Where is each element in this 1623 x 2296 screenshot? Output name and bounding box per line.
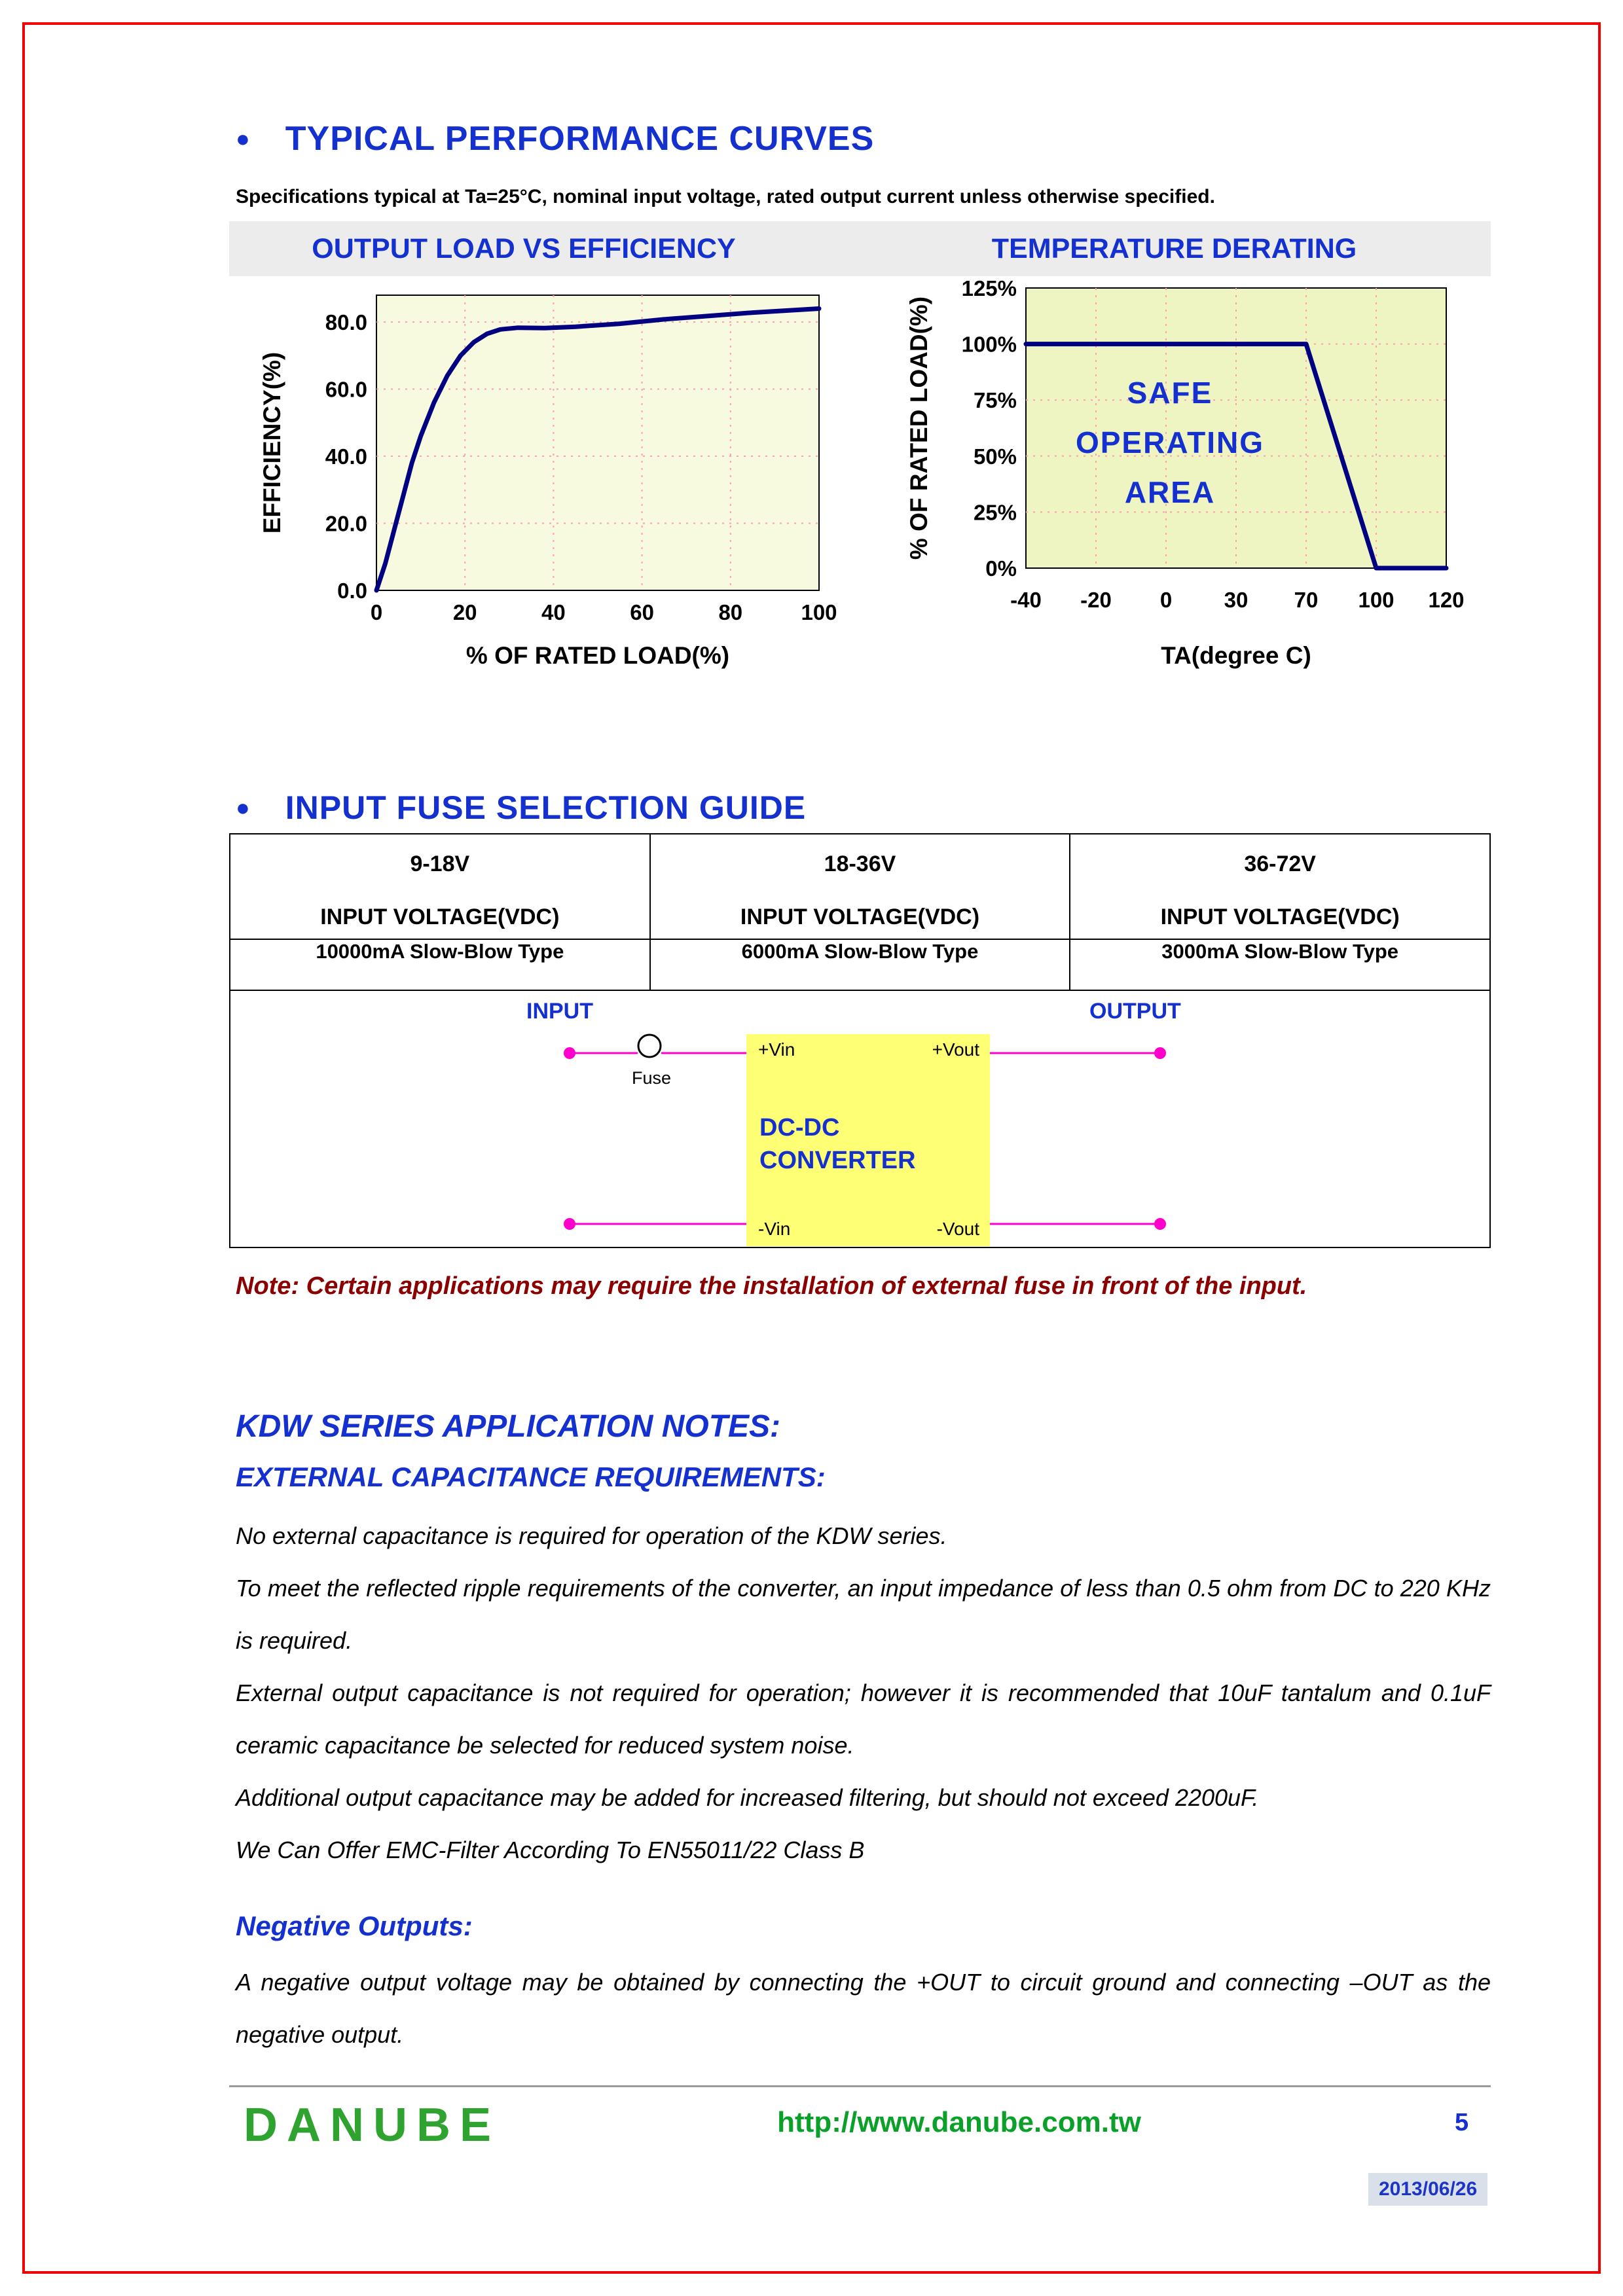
svg-text:25%: 25% xyxy=(973,500,1017,525)
pin-vout-neg: -Vout xyxy=(936,1219,979,1239)
negative-outputs-paragraph: A negative output voltage may be obtained by connecting the +OUT to circuit ground and connecting –OUT as the negative output. xyxy=(236,1969,1491,2048)
charts-section xyxy=(0,275,1623,707)
application-notes-section xyxy=(236,1408,1491,2061)
negative-outputs-title: Negative Outputs: xyxy=(236,1910,473,1941)
svg-text:OPERATING: OPERATING xyxy=(1075,425,1265,459)
spec-conditions-text: Specifications typical at Ta=25°C, nominal input voltage, rated output current unless otherwise specified. xyxy=(236,186,1215,207)
efficiency-chart xyxy=(251,275,840,694)
terminal-dot xyxy=(564,1047,575,1059)
capacitance-requirements-title: EXTERNAL CAPACITANCE REQUIREMENTS: xyxy=(236,1462,826,1492)
svg-text:125%: 125% xyxy=(961,276,1017,300)
output-label: OUTPUT xyxy=(1089,999,1181,1024)
svg-text:0: 0 xyxy=(370,600,383,624)
voltage-range-cell xyxy=(650,834,1070,939)
input-label: INPUT xyxy=(526,999,593,1024)
paragraph: We Can Offer EMC-Filter According To EN55011/22 Class B xyxy=(236,1837,865,1863)
svg-text:100%: 100% xyxy=(961,332,1017,357)
svg-text:EFFICIENCY(%): EFFICIENCY(%) xyxy=(259,351,285,534)
fuse-guide-title: INPUT FUSE SELECTION GUIDE xyxy=(285,789,807,826)
page-number: 5 xyxy=(1455,2109,1469,2136)
table-row xyxy=(230,939,1490,990)
performance-curves-heading xyxy=(236,119,874,158)
svg-text:40.0: 40.0 xyxy=(325,444,367,469)
svg-text:80.0: 80.0 xyxy=(325,310,367,334)
svg-text:100: 100 xyxy=(801,600,837,624)
voltage-range-cell xyxy=(230,834,650,939)
table-row xyxy=(230,990,1490,1247)
svg-text:20.0: 20.0 xyxy=(325,511,367,536)
efficiency-chart-title: OUTPUT LOAD VS EFFICIENCY xyxy=(312,233,736,264)
svg-text:0%: 0% xyxy=(985,556,1017,581)
svg-text:0.0: 0.0 xyxy=(337,579,367,603)
svg-text:80: 80 xyxy=(718,600,743,624)
svg-text:75%: 75% xyxy=(973,388,1017,413)
svg-text:-20: -20 xyxy=(1080,588,1112,612)
paragraph: No external capacitance is required for operation of the KDW series. xyxy=(236,1522,947,1549)
chart-title-band xyxy=(229,221,1491,276)
svg-text:20: 20 xyxy=(452,600,477,624)
column-header: INPUT VOLTAGE(VDC) xyxy=(320,905,560,929)
converter-name-line2: CONVERTER xyxy=(759,1147,916,1174)
voltage-range-cell xyxy=(1070,834,1490,939)
circuit-diagram-cell xyxy=(230,990,1490,1247)
pin-vout-pos: +Vout xyxy=(932,1039,979,1060)
fuse-rating-cell: 6000mA Slow-Blow Type xyxy=(650,939,1070,990)
application-notes-title: KDW SERIES APPLICATION NOTES: xyxy=(236,1409,781,1444)
svg-text:100: 100 xyxy=(1358,588,1395,612)
fuse-rating-cell: 10000mA Slow-Blow Type xyxy=(230,939,650,990)
svg-text:120: 120 xyxy=(1428,588,1465,612)
svg-text:AREA: AREA xyxy=(1124,475,1216,509)
svg-text:50%: 50% xyxy=(973,444,1017,469)
derating-chart xyxy=(903,275,1512,694)
svg-text:% OF RATED LOAD(%): % OF RATED LOAD(%) xyxy=(465,642,730,669)
svg-text:-40: -40 xyxy=(1010,588,1042,612)
svg-text:40: 40 xyxy=(541,600,566,624)
pin-vin-pos: +Vin xyxy=(758,1039,795,1060)
paragraph: To meet the reflected ripple requirements of the converter, an input impedance of less than 0.5 ohm from DC to 220 KHz is required. xyxy=(236,1575,1491,1654)
voltage-range: 18-36V xyxy=(824,852,896,876)
table-row xyxy=(230,834,1490,939)
website-link[interactable]: http://www.danube.com.tw xyxy=(777,2106,1141,2138)
bullet-icon: ● xyxy=(236,125,250,152)
revision-date: 2013/06/26 xyxy=(1368,2173,1487,2206)
paragraph: External output capacitance is not required for operation; however it is recommended that 10uF tantalum and 0.1uF ceramic capacitance be selected for reduced system noise. xyxy=(236,1679,1491,1759)
svg-text:30: 30 xyxy=(1224,588,1249,612)
voltage-range: 9-18V xyxy=(410,852,470,876)
bullet-icon: ● xyxy=(236,794,250,821)
terminal-dot xyxy=(1154,1047,1166,1059)
external-fuse-note: Note: Certain applications may require the installation of external fuse in front of the input. xyxy=(236,1272,1307,1300)
svg-text:% OF RATED LOAD(%): % OF RATED LOAD(%) xyxy=(905,296,932,560)
fuse-selection-table xyxy=(229,833,1491,1248)
column-header: INPUT VOLTAGE(VDC) xyxy=(740,905,980,929)
svg-text:60.0: 60.0 xyxy=(325,377,367,402)
svg-text:60: 60 xyxy=(630,600,654,624)
fuse-symbol-icon xyxy=(638,1035,661,1057)
paragraph: Additional output capacitance may be added for increased filtering, but should not exceed 2200uF. xyxy=(236,1784,1259,1811)
svg-text:SAFE: SAFE xyxy=(1127,376,1213,410)
page-title: TYPICAL PERFORMANCE CURVES xyxy=(285,120,875,158)
fuse-rating-cell: 3000mA Slow-Blow Type xyxy=(1070,939,1490,990)
pin-vin-neg: -Vin xyxy=(758,1219,791,1239)
capacitance-paragraphs xyxy=(236,1510,1491,1876)
voltage-range: 36-72V xyxy=(1244,852,1316,876)
svg-text:TA(degree C): TA(degree C) xyxy=(1161,642,1311,669)
svg-text:70: 70 xyxy=(1294,588,1319,612)
terminal-dot xyxy=(1154,1218,1166,1230)
svg-text:0: 0 xyxy=(1159,588,1173,612)
derating-chart-title: TEMPERATURE DERATING xyxy=(991,233,1357,264)
fuse-guide-heading xyxy=(236,789,806,827)
terminal-dot xyxy=(564,1218,575,1230)
brand-logo: DANUBE xyxy=(244,2099,501,2151)
fuse-caption: Fuse xyxy=(631,1068,672,1088)
dc-dc-converter-box xyxy=(746,1034,990,1246)
footer-divider xyxy=(229,2085,1491,2087)
converter-name-line1: DC-DC xyxy=(759,1114,840,1141)
column-header: INPUT VOLTAGE(VDC) xyxy=(1160,905,1400,929)
